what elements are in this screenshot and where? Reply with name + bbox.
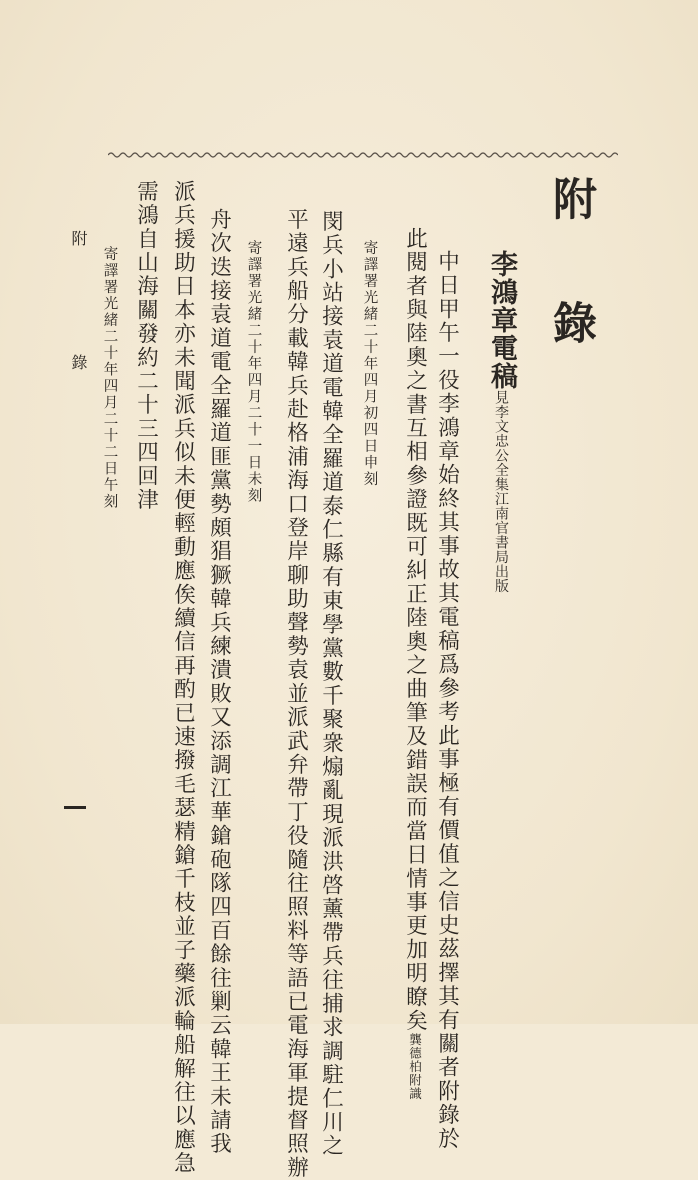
text-column-10 [102,246,117,510]
column-text: 寄譯署光緒二十年四月二十一日未刻 [245,240,262,504]
column-text: 此閱者與陸奧之書互相參證既可糾正陸奧之曲筆及錯誤而當日情事更加明瞭矣 [402,227,428,1033]
text-column-7 [208,208,230,1156]
running-head: 附 錄 [69,230,88,416]
column-text: 寄譯署光緒二十年四月二十二日午刻 [101,246,118,510]
text-column-5 [285,208,307,1180]
page-number [64,806,86,809]
text-column-1 [436,250,458,1151]
section-title [488,250,515,593]
wavy-divider-rule [108,148,618,162]
text-column-2 [404,227,426,1100]
text-column-6 [246,240,261,504]
main-title: 附 錄 [545,176,596,362]
text-column-9 [135,180,157,512]
column-text: 舟次迭接袁道電全羅道匪黨勢頗猖獗韓兵練潰敗又添調江華鎗砲隊四百餘往剿云韓王未請我 [206,208,232,1156]
text-column-8 [172,180,194,1175]
column-text: 需鴻自山海關發約二十三四回津 [133,180,159,512]
column-note: 龔德柏附識 [407,1032,423,1101]
section-source: 見李文忠公全集江南官書局出版 [493,390,509,593]
text-column-3 [362,240,377,488]
column-text: 閔兵小站接袁道電韓全羅道泰仁縣有東學黨數千聚衆煽亂現派洪啓薰帶兵往捕求調駐仁川之 [318,210,344,1158]
text-column-4 [320,210,342,1158]
column-text: 中日甲午一役李鴻章始終其事故其電稿爲參考此事極有價值之信史茲擇其有關者附錄於 [434,250,460,1151]
column-text: 派兵援助日本亦未聞派兵似未便輕動應俟續信再酌已速撥毛瑟精鎗千枝並子藥派輪船解往以應急 [170,180,196,1176]
column-text: 平遠兵船分載韓兵赴格浦海口登岸聊助聲勢袁並派武弁帶丁役隨往照料等語已電海軍提督照辦 [283,208,309,1180]
section-title-text: 李鴻章電稿 [486,250,517,390]
column-text: 寄譯署光緒二十年四月初四日申刻 [361,240,378,488]
